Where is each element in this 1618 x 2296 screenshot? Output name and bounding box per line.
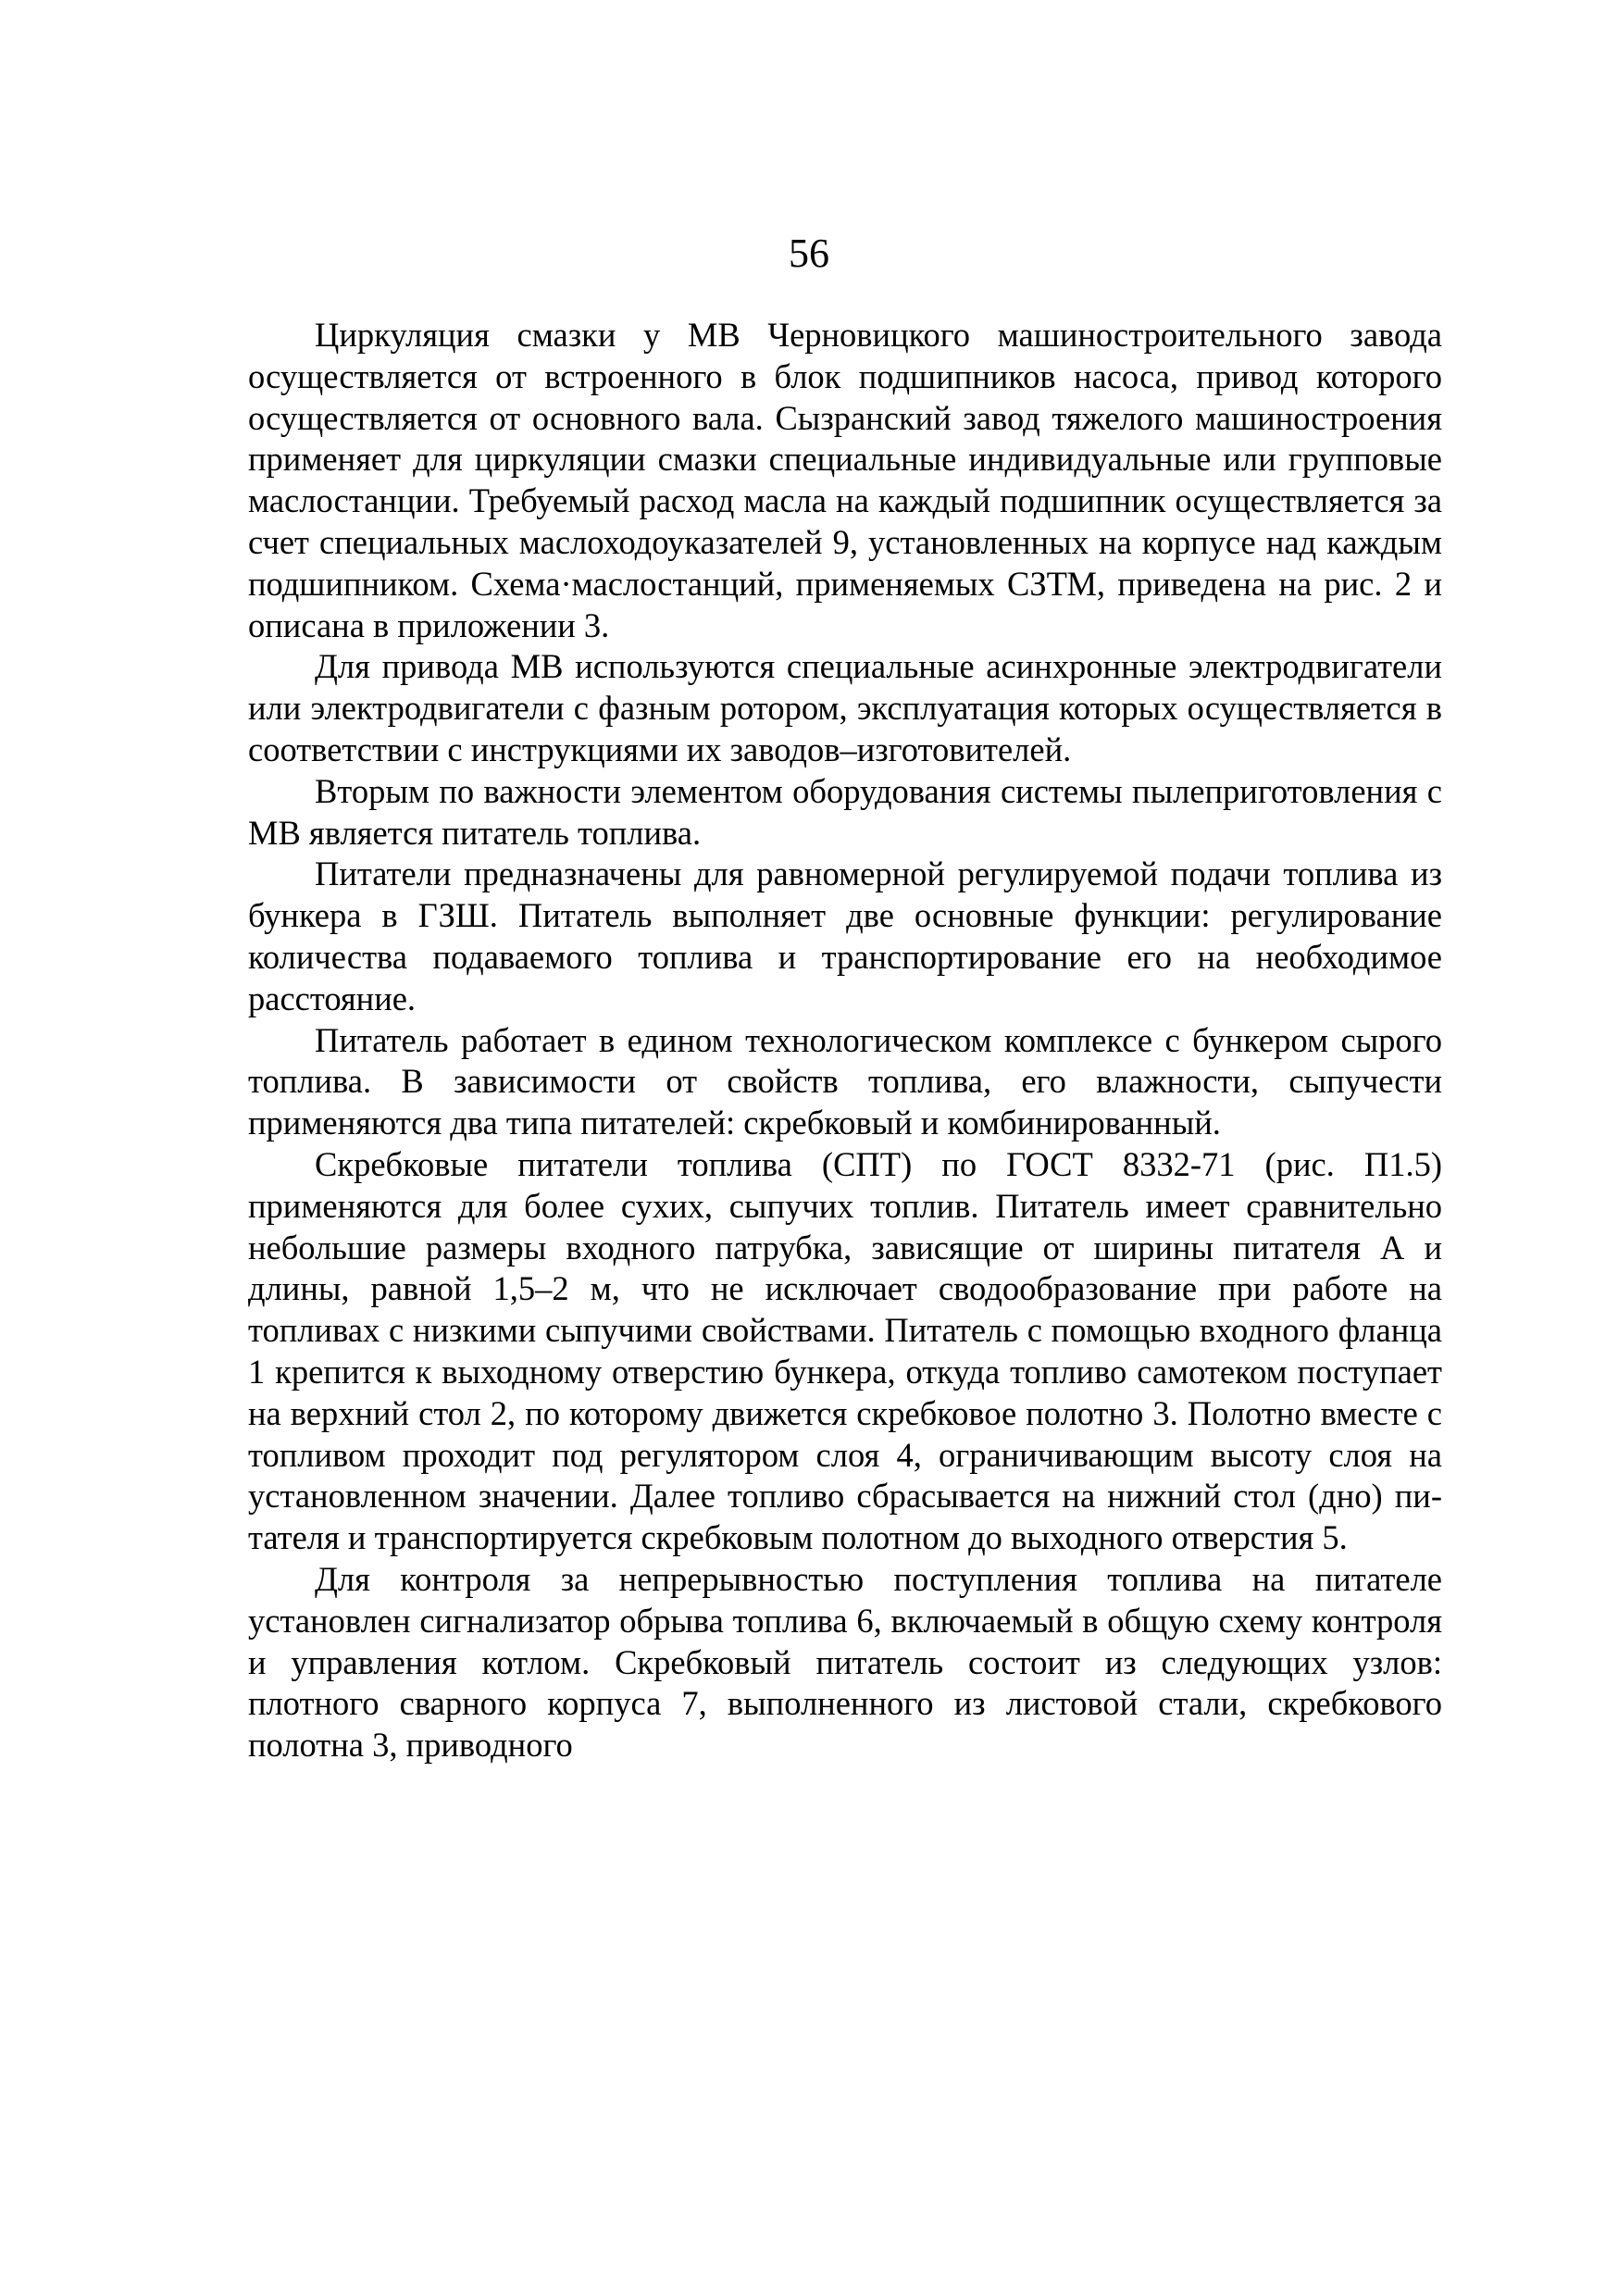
paragraph-fuel-feeder-importance: Вторым по важности элементом оборудования системы пылеприготовления с МВ является питатель топлива. xyxy=(248,771,1442,852)
document-body xyxy=(248,315,1442,1766)
paragraph-mill-drive-motors: Для привода МВ используются специальные асинхронные электродвигатели или электродвигатели с фазным ротором, эксплуатация которых осуществляется в соответствии с инструкциями их заводов–изготовителей. xyxy=(248,647,1442,768)
paragraph-feeder-types: Питатель работает в едином технологическом комплексе с бункером сырого топлива. В зависимости от свойств топлива, его влажности, сыпучести применяются два типа питателей: скребковый и комбинированный. xyxy=(248,1020,1442,1142)
paragraph-feeder-purpose: Питатели предназначены для равномерной регулируемой подачи топлива из бункера в ГЗШ. Питатель выполняет две основные функции: регулирование количества подаваемого топлива и транспортирование его на необходимое расстояние. xyxy=(248,855,1442,1017)
paragraph-feeder-control-and-structure: Для контроля за непрерывностью поступления топлива на питателе установлен сигнализатор обрыва топлива 6, включаемый в общую схему контроля и управления котлом. Скребковый питатель состоит из следующих узлов: плотного сварного корпуса 7, выполненного из листовой стали, скребкового полотна 3, приводного xyxy=(248,1559,1442,1765)
paragraph-lubrication-circulation: Циркуляция смазки у МВ Черновицкого машиностроительного завода осуществляется от встроенного в блок подшипников насоса, привод которого осуществляется от основного вала. Сызранский завод тяжелого машиностроения применяет для циркуляции смазки специальные индивидуальные или групповые маслостанции. Требуемый расход масла на каждый подшипник осуществляется за счет специальных маслоходоуказателей 9, установленных на корпусе над каждым подшипником. Схема·маслостанций, применяемых СЗТМ, приведена на рис. 2 и описана в приложении 3. xyxy=(248,316,1442,644)
paragraph-scraper-feeder-description: Скребковые питатели топлива (СПТ) по ГОСТ 8332-71 (рис. П1.5) применяются для более сухих, сыпучих топлив. Питатель имеет сравнительно небольшие размеры входного патрубка, зависящие от ширины питателя А и длины, равной 1,5–2 м, что не исключает сводообразование при работе на топливах с низкими сыпучими свойствами. Питатель с помощью входного фланца 1 крепится к выходному отверстию бункера, откуда топливо самотеком поступает на верхний стол 2, по которому движется скребковое полотно 3. Полотно вместе с топливом проходит под регулятором слоя 4, ограничивающим высоту слоя на установленном значении. Далее топливо сбрасывается на нижний стол (дно) питателя и транспортируется скребковым полотном до выходного отверстия 5. xyxy=(248,1144,1442,1557)
page-number: 56 xyxy=(789,231,829,276)
